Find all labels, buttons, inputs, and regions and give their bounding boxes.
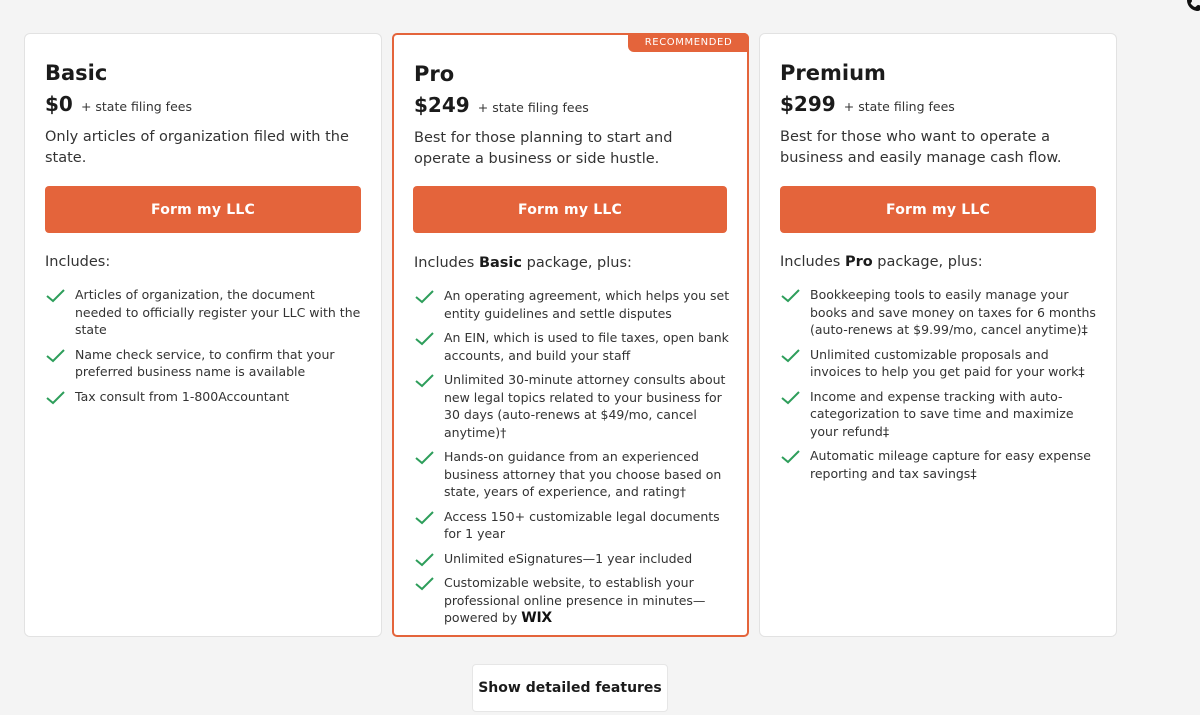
feature-text: An EIN, which is used to file taxes, open bank accounts, and build your staff: [444, 330, 729, 363]
plan-name: Basic: [45, 61, 108, 85]
plan-card-basic: [24, 33, 382, 637]
feature-list: [45, 286, 363, 412]
feature-text: Automatic mileage capture for easy expense reporting and tax savings‡: [810, 448, 1091, 481]
plan-description: Only articles of organization filed with the state.: [45, 129, 349, 166]
includes-heading: [414, 255, 632, 271]
plan-price: $299: [780, 92, 836, 116]
price-note: + state filing fees: [477, 100, 589, 115]
feature-text: Unlimited eSignatures—1 year included: [444, 550, 693, 566]
check-icon: [415, 577, 434, 591]
price-note: + state filing fees: [80, 99, 192, 114]
includes-heading: [45, 254, 110, 270]
plan-card-premium: [759, 33, 1117, 637]
feature-text: Name check service, to confirm that your preferred business name is available: [75, 346, 335, 379]
wix-logo: WIX: [521, 610, 552, 626]
plan-name: Pro: [414, 62, 455, 86]
feature-text: Access 150+ customizable legal documents for 1 year: [444, 508, 720, 541]
feature-item: [780, 388, 1098, 441]
feature-item: [414, 329, 732, 364]
feature-item: [414, 550, 732, 568]
feature-text: Articles of organization, the document needed to officially register your LLC with the state: [75, 287, 361, 337]
check-icon: [415, 374, 434, 388]
feature-text: Customizable website, to establish your professional online presence in minutes—powered by: [444, 575, 706, 625]
check-icon: [415, 511, 434, 525]
includes-prefix: Includes:: [45, 254, 111, 270]
feature-text: Income and expense tracking with auto-categorization to save time and maximize your refund‡: [810, 388, 1074, 439]
includes-heading: [780, 254, 983, 270]
feature-list: [780, 286, 1098, 489]
feature-item: [414, 287, 732, 322]
feature-item: [780, 346, 1098, 381]
includes-prefix: Includes: [414, 255, 479, 271]
plan-price: $249: [414, 93, 470, 117]
check-icon: [46, 349, 65, 363]
feature-item: [780, 447, 1098, 482]
recommended-badge: RECOMMENDED: [628, 33, 749, 52]
feature-text: An operating agreement, which helps you set entity guidelines and settle disputes: [444, 288, 730, 321]
price-row: [780, 92, 955, 116]
feature-text: Bookkeeping tools to easily manage your books and save money on taxes for 6 months (auto-renews at $9.99/mo, cancel anytime)‡: [810, 287, 1096, 337]
form-llc-button-pro[interactable]: Form my LLC: [413, 186, 727, 233]
check-icon: [46, 289, 65, 303]
feature-item: [414, 371, 732, 441]
price-note: + state filing fees: [843, 99, 955, 114]
feature-item: [45, 346, 363, 381]
plan-card-pro: [392, 33, 749, 637]
check-icon: [781, 349, 800, 363]
includes-prefix: Includes: [780, 254, 845, 270]
form-llc-button-premium[interactable]: Form my LLC: [780, 186, 1096, 233]
price-row: [45, 92, 192, 116]
feature-item: [414, 448, 732, 501]
feature-text: Tax consult from 1-800Accountant: [75, 388, 290, 404]
check-icon: [781, 289, 800, 303]
includes-suffix: package, plus:: [522, 255, 632, 271]
price-row: [414, 93, 589, 117]
feature-list: [414, 287, 732, 635]
check-icon: [781, 391, 800, 405]
check-icon: [46, 391, 65, 405]
plan-name: Premium: [780, 61, 886, 85]
feature-item: [414, 574, 732, 628]
feature-text: Unlimited 30-minute attorney consults about new legal topics related to your business for 30 days (auto-renews at $49/mo, cancel anytime)†: [444, 372, 726, 440]
feature-item: [780, 286, 1098, 339]
check-icon: [415, 553, 434, 567]
show-detailed-features-button[interactable]: Show detailed features: [472, 664, 668, 712]
feature-item: [45, 388, 363, 406]
plan-description: Best for those planning to start and operate a business or side hustle.: [414, 130, 673, 167]
feature-item: [414, 508, 732, 543]
plan-price: $0: [45, 92, 73, 116]
form-llc-button-basic[interactable]: Form my LLC: [45, 186, 361, 233]
check-icon: [781, 450, 800, 464]
includes-package: Basic: [478, 255, 522, 271]
includes-suffix: package, plus:: [872, 254, 983, 270]
check-icon: [415, 332, 434, 346]
check-icon: [415, 290, 434, 304]
feature-text: Unlimited customizable proposals and invoices to help you get paid for your work‡: [810, 346, 1085, 379]
feature-text: Hands-on guidance from an experienced business attorney that you choose based on state, years of experience, and rating†: [444, 449, 722, 499]
includes-package: Pro: [844, 254, 873, 270]
plan-description: Best for those who want to operate a business and easily manage cash flow.: [780, 129, 1062, 166]
check-icon: [415, 451, 434, 465]
feature-item: [45, 286, 363, 339]
phone-icon[interactable]: [1184, 0, 1200, 14]
